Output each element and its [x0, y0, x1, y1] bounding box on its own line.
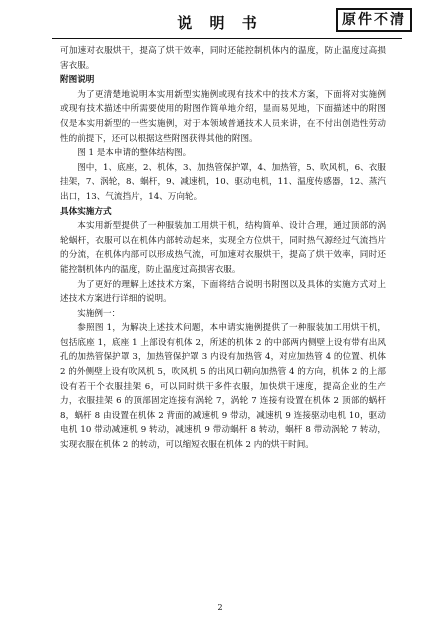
- example-one-paragraph: 参照图 1，为解决上述技术问题，本申请实施例提供了一种服装加工用烘干机，包括底座 1，底座 1 上部设有机体 2，所述的机体 2 的中部两内侧壁上设有带有出风孔的加热管保护罩 3，加热管保护罩 3 内设有加热管 4，对应加热管 4 的位置、机体 2 的外侧壁上设有吹风机 5，吹风机 5 的出风口朝向加热管 4 的方向，机体 2 的上部设有若干个衣服挂架 6，可以同时烘干多件衣服，加快烘干速度，提高企业的生产力，衣服挂架 6 的顶部固定连接有涡轮 7，涡轮 7 连接有设置在机体 2 顶部的蜗杆 8，蜗杆 8 由设置在机体 2 背面的减速机 9 带动，减速机 9 连接驱动电机 10，驱动电机 10 带动减速机 9 转动，减速机 9 带动蜗杆 8 转动，蜗杆 8 带动涡轮 7 转动，实现衣服在机体 2 的转动，可以缩短衣服在机体 2 内的烘干时间。: [60, 323, 386, 451]
- document-title: 说 明 书: [177, 14, 263, 32]
- section-heading-figures: 附图说明: [60, 75, 95, 86]
- continuation-paragraph: 可加速对衣服烘干，提高了烘干效率，同时还能控制机体内的温度，防止温度过高损害衣服。: [60, 46, 386, 71]
- embodiment-summary-paragraph: 本实用新型提供了一种服装加工用烘干机，结构简单、设计合理，通过顶部的涡轮蜗杆，衣服可以在机体内部转动起来，实现全方位烘干，同时热气源经过气流挡片的分流，在机体内部可以形成热气流，可加速对衣服烘干，提高了烘干效率，同时还能控制机体内的温度，防止温度过高损害衣服。: [60, 221, 386, 275]
- body-text: [60, 44, 386, 453]
- illegible-original-stamp: 原件不清: [336, 8, 412, 32]
- parts-legend-paragraph: 图中，1、底座，2、机体，3、加热管保护罩，4、加热管，5、吹风机，6、衣服挂架，7、涡轮，8、蜗杆，9、减速机，10、驱动电机，11、温度传感器，12、蒸汽出口，13、气流挡片，14、万向轮。: [60, 162, 386, 202]
- page-number: 2: [217, 603, 223, 612]
- header-rule: [52, 38, 402, 39]
- figure-1-caption: 图 1 是本申请的整体结构图。: [77, 148, 192, 159]
- example-one-label: 实施例一：: [77, 308, 121, 319]
- explanation-paragraph: 为了更好的理解上述技术方案，下面将结合说明书附图以及具体的实施方式对上述技术方案进行详细的说明。: [60, 279, 386, 305]
- section-heading-embodiment: 具体实施方式: [60, 206, 112, 217]
- figures-intro-paragraph: 为了更清楚地说明本实用新型实施例或现有技术中的技术方案，下面将对实施例或现有技术描述中所需要使用的附图作简单地介绍，显而易见地，下面描述中的附图仅是本实用新型的一些实施例，对于本领域普通技术人员来讲，在不付出创造性劳动性的前提下，还可以根据这些附图获得其他的附图。: [60, 89, 386, 144]
